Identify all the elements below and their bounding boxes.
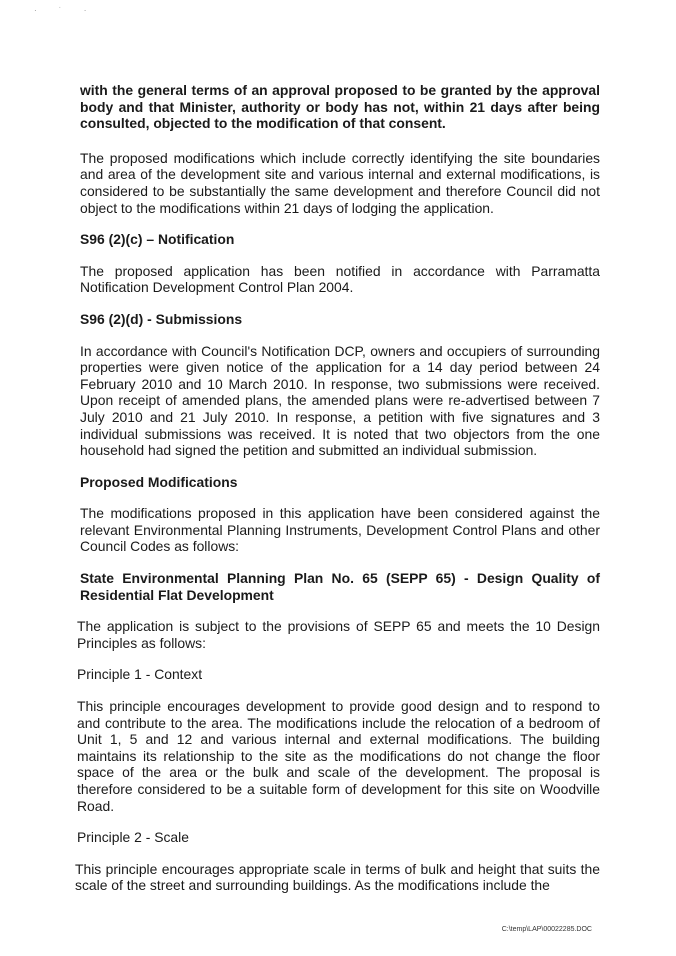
principle-2-title: Principle 2 - Scale bbox=[77, 829, 189, 846]
footer-file-path: C:\temp\LAP\00022285.DOC bbox=[501, 926, 592, 933]
notification-heading: S96 (2)(c) – Notification bbox=[80, 231, 235, 248]
scan-specks: · ˙ · bbox=[34, 6, 97, 15]
notification-paragraph: The proposed application has been notified in accordance with Parramatta Notification Development Control Plan 2004. bbox=[80, 262, 600, 296]
principle-1-paragraph: This principle encourages development to provide good design and to respond to and contribute to the area. The modifications include the relocation of a bedroom of Unit 1, 5 and 12 and various internal and external modifications. The building maintains its relationship to the site as the modifications do not change the floor space of the area or the bulk and scale of the development. The proposal is therefore considered to be a suitable form of development for this site on Woodville Road. bbox=[77, 698, 600, 814]
sepp-paragraph: The application is subject to the provisions of SEPP 65 and meets the 10 Design Principles as follows: bbox=[77, 618, 600, 651]
modifications-paragraph: The proposed modifications which include correctly identifying the site boundaries and area of the development site and various internal and external modifications, is considered to be substantially the same development and therefore Council did not object to the modifications within 21 days of lodging the application. bbox=[80, 149, 600, 216]
submissions-paragraph: In accordance with Council's Notification DCP, owners and occupiers of surrounding properties were given notice of the application for a 14 day period between 24 February 2010 and 10 March 2010. In response, two submissions were received. Upon receipt of amended plans, the amended plans were re-advertised between 7 July 2010 and 21 July 2010. In response, a petition with five signatures and 3 individual submissions was received. It is noted that two objectors from the one household had signed the petition and submitted an individual submission. bbox=[80, 342, 600, 459]
intro-bold-paragraph: with the general terms of an approval proposed to be granted by the approval body and that Minister, authority or body has not, within 21 days after being consulted, objected to the modification of that consent. bbox=[80, 82, 600, 132]
principle-2-paragraph: This principle encourages appropriate scale in terms of bulk and height that suits the scale of the street and surrounding buildings. As the modifications include the bbox=[75, 860, 600, 894]
proposed-modifications-paragraph: The modifications proposed in this application have been considered against the relevant Environmental Planning Instruments, Development Control Plans and other Council Codes as follows: bbox=[80, 505, 600, 555]
sepp-heading: State Environmental Planning Plan No. 65 (SEPP 65) - Design Quality of Residential Flat Development bbox=[80, 570, 600, 603]
principle-1-title: Principle 1 - Context bbox=[77, 666, 203, 683]
proposed-modifications-heading: Proposed Modifications bbox=[80, 473, 238, 490]
document-body bbox=[75, 82, 600, 894]
submissions-heading: S96 (2)(d) - Submissions bbox=[80, 310, 243, 327]
